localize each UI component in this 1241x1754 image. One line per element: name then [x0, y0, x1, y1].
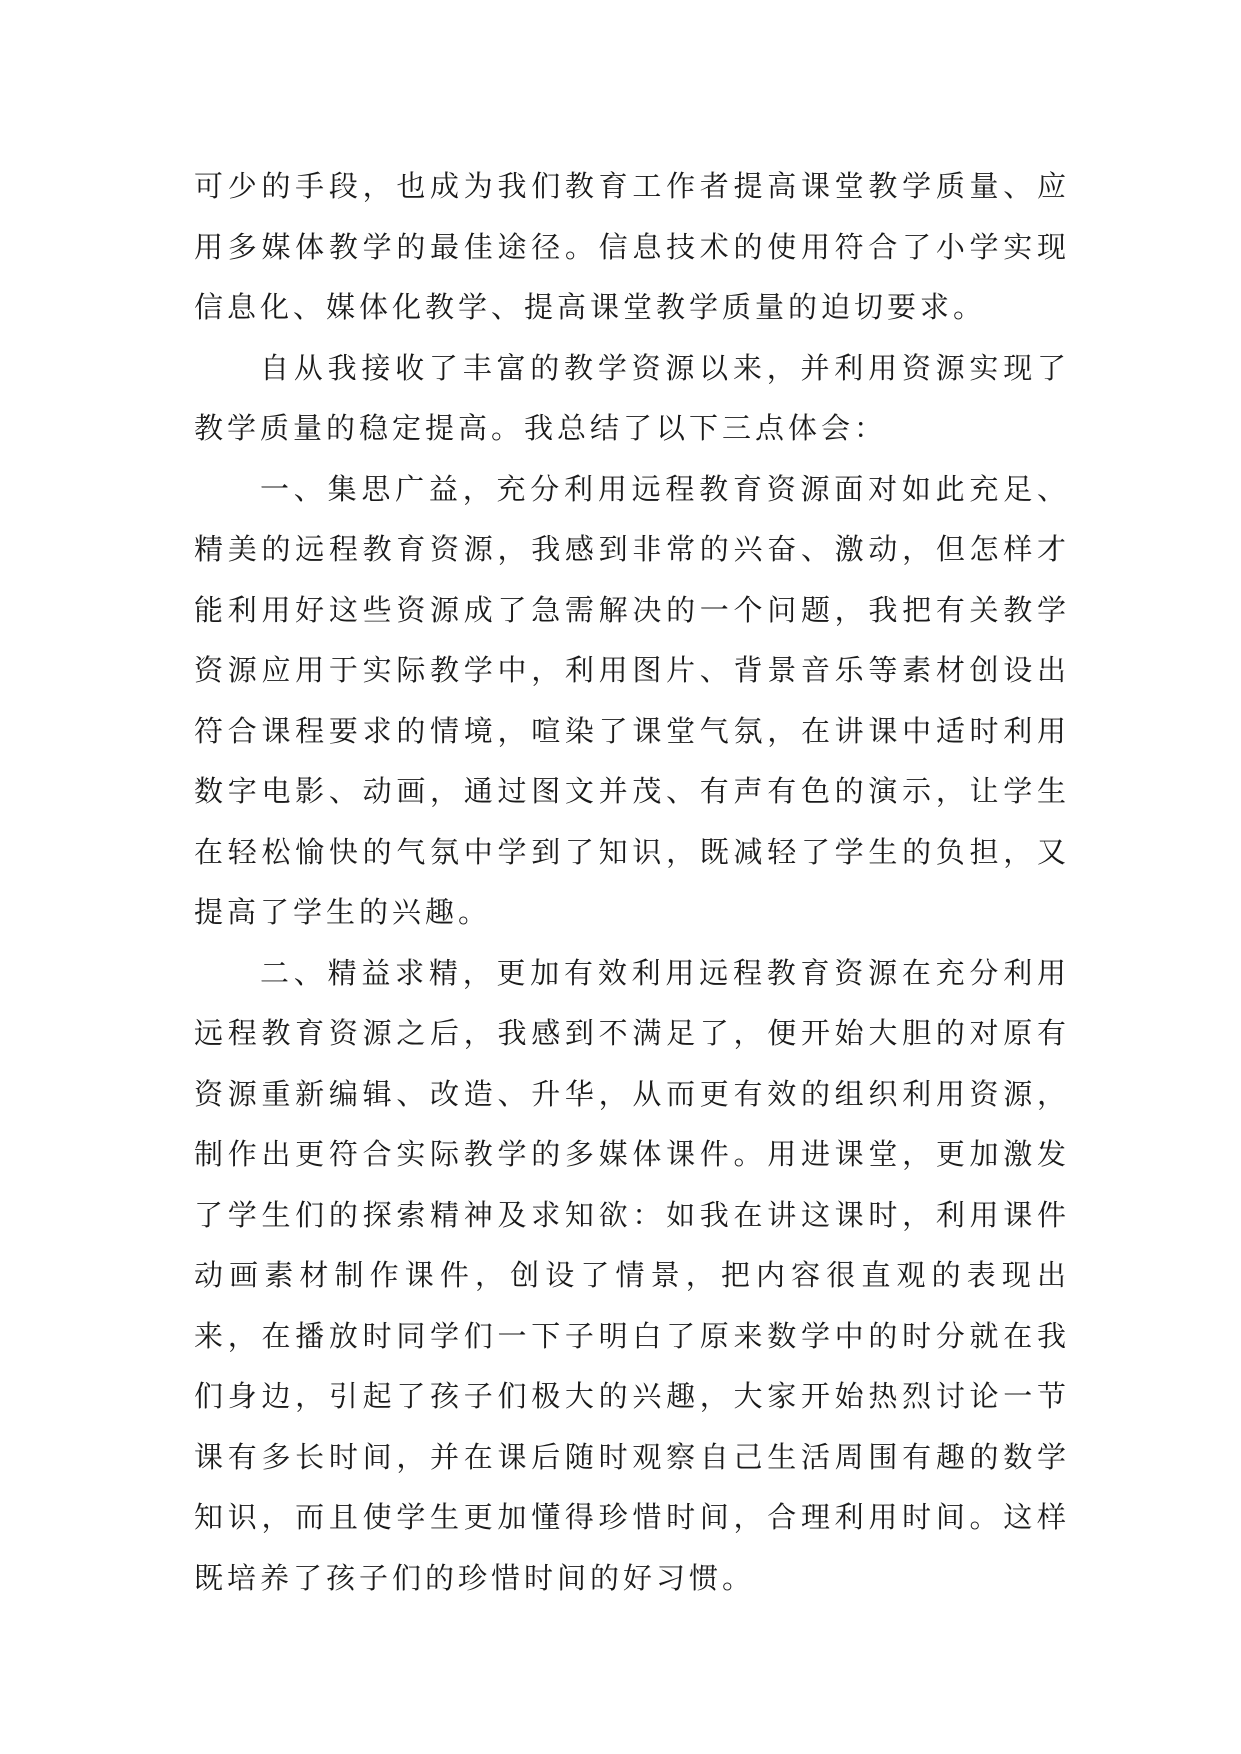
paragraph-2: 自从我接收了丰富的教学资源以来，并利用资源实现了教学质量的稳定提高。我总结了以下三点体会： — [194, 350, 1070, 445]
paragraph-3: 一、集思广益，充分利用远程教育资源面对如此充足、精美的远程教育资源，我感到非常的兴奋、激动，但怎样才能利用好这些资源成了急需解决的一个问题，我把有关教学资源应用于实际教学中，利用图片、背景音乐等素材创设出符合课程要求的情境，喧染了课堂气氛，在讲课中适时利用数字电影、动画，通过图文并茂、有声有色的演示，让学生在轻松愉快的气氛中学到了知识，既减轻了学生的负担，又提高了学生的兴趣。 — [194, 471, 1070, 929]
paragraph-4: 二、精益求精，更加有效利用远程教育资源在充分利用远程教育资源之后，我感到不满足了，便开始大胆的对原有资源重新编辑、改造、升华，从而更有效的组织利用资源，制作出更符合实际教学的多媒体课件。用进课堂，更加激发了学生们的探索精神及求知欲：如我在讲这课时，利用课件动画素材制作课件，创设了情景，把内容很直观的表现出来，在播放时同学们一下子明白了原来数学中的时分就在我们身边，引起了孩子们极大的兴趣，大家开始热烈讨论一节课有多长时间，并在课后随时观察自己生活周围有趣的数学知识，而且使学生更加懂得珍惜时间，合理利用时间。这样既培养了孩子们的珍惜时间的好习惯。 — [194, 955, 1070, 1595]
paragraph-1: 可少的手段，也成为我们教育工作者提高课堂教学质量、应用多媒体教学的最佳途径。信息技术的使用符合了小学实现信息化、媒体化教学、提高课堂教学质量的迫切要求。 — [194, 169, 1070, 324]
body-text — [194, 156, 1070, 1608]
